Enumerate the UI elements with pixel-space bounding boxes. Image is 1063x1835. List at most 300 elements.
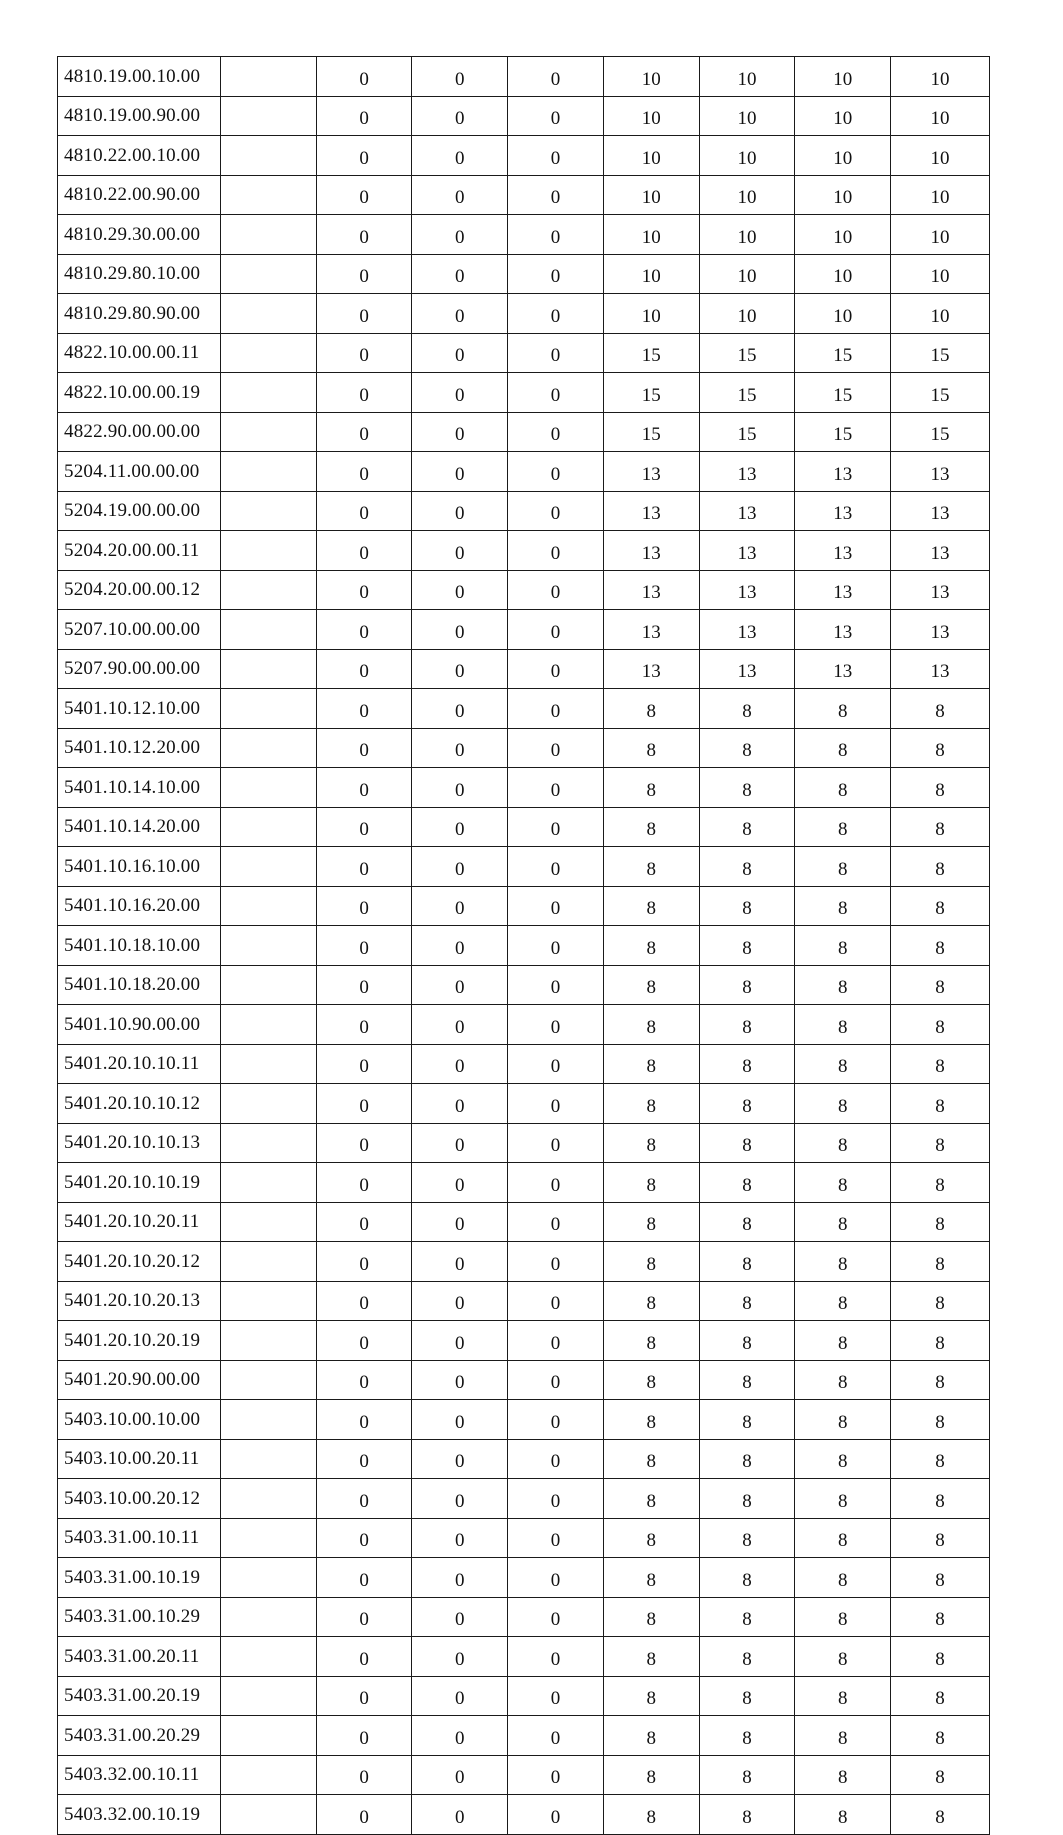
rate-cell: 8 (891, 1242, 990, 1282)
table-row (58, 1795, 990, 1835)
rate-cell: 0 (508, 1360, 604, 1400)
empty-cell (220, 1676, 316, 1716)
rate-cell: 0 (412, 1518, 508, 1558)
table-row (58, 1163, 990, 1203)
rate-cell: 0 (412, 728, 508, 768)
empty-cell (220, 1400, 316, 1440)
rate-cell: 8 (891, 728, 990, 768)
rate-cell: 8 (603, 1360, 699, 1400)
rate-cell: 0 (508, 215, 604, 255)
tariff-code-cell: 5403.10.00.10.00 (58, 1400, 221, 1440)
rate-cell: 15 (603, 412, 699, 452)
empty-cell (220, 1755, 316, 1795)
empty-cell (220, 1558, 316, 1598)
rate-cell: 0 (316, 1755, 412, 1795)
rate-cell: 8 (891, 1518, 990, 1558)
table-body (58, 57, 990, 1835)
table-row (58, 1597, 990, 1637)
tariff-code-cell: 5403.31.00.20.19 (58, 1676, 221, 1716)
tariff-code-cell: 5401.10.12.20.00 (58, 728, 221, 768)
table-row (58, 412, 990, 452)
table-row (58, 847, 990, 887)
rate-cell: 0 (316, 96, 412, 136)
rate-cell: 0 (316, 1044, 412, 1084)
rate-cell: 13 (891, 649, 990, 689)
rate-cell: 0 (412, 1281, 508, 1321)
rate-cell: 0 (316, 57, 412, 97)
rate-cell: 8 (795, 689, 891, 729)
tariff-code-cell: 5401.20.10.10.19 (58, 1163, 221, 1203)
rate-cell: 0 (316, 847, 412, 887)
tariff-code-cell: 5401.20.10.10.12 (58, 1084, 221, 1124)
rate-cell: 8 (603, 1676, 699, 1716)
rate-cell: 8 (699, 1321, 795, 1361)
table-row (58, 452, 990, 492)
rate-cell: 8 (699, 1558, 795, 1598)
rate-cell: 0 (412, 254, 508, 294)
rate-cell: 0 (316, 926, 412, 966)
empty-cell (220, 610, 316, 650)
table-row (58, 1716, 990, 1756)
rate-cell: 8 (603, 1321, 699, 1361)
rate-cell: 8 (795, 886, 891, 926)
rate-cell: 0 (508, 333, 604, 373)
rate-cell: 0 (412, 1716, 508, 1756)
rate-cell: 8 (603, 689, 699, 729)
tariff-code-cell: 5401.20.10.20.11 (58, 1202, 221, 1242)
empty-cell (220, 96, 316, 136)
table-row (58, 689, 990, 729)
rate-cell: 0 (316, 1637, 412, 1677)
table-row (58, 649, 990, 689)
table-row (58, 1558, 990, 1598)
empty-cell (220, 1439, 316, 1479)
rate-cell: 0 (316, 689, 412, 729)
tariff-code-cell: 5401.20.10.20.12 (58, 1242, 221, 1282)
table-row (58, 1321, 990, 1361)
rate-cell: 15 (891, 373, 990, 413)
rate-cell: 8 (891, 1676, 990, 1716)
rate-cell: 0 (412, 610, 508, 650)
rate-cell: 0 (508, 965, 604, 1005)
empty-cell (220, 1084, 316, 1124)
rate-cell: 0 (412, 136, 508, 176)
rate-cell: 0 (412, 491, 508, 531)
table-row (58, 1360, 990, 1400)
rate-cell: 0 (412, 807, 508, 847)
rate-cell: 0 (412, 1479, 508, 1519)
empty-cell (220, 1637, 316, 1677)
rate-cell: 13 (795, 610, 891, 650)
rate-cell: 8 (699, 1518, 795, 1558)
rate-cell: 0 (412, 294, 508, 334)
rate-cell: 0 (412, 570, 508, 610)
rate-cell: 0 (316, 1360, 412, 1400)
rate-cell: 0 (508, 136, 604, 176)
rate-cell: 10 (699, 57, 795, 97)
rate-cell: 0 (508, 96, 604, 136)
rate-cell: 0 (412, 1005, 508, 1045)
rate-cell: 15 (795, 333, 891, 373)
rate-cell: 10 (603, 254, 699, 294)
rate-cell: 8 (795, 1242, 891, 1282)
rate-cell: 8 (891, 965, 990, 1005)
tariff-code-cell: 5401.10.14.20.00 (58, 807, 221, 847)
rate-cell: 0 (412, 1755, 508, 1795)
rate-cell: 13 (603, 531, 699, 571)
table-row (58, 1202, 990, 1242)
rate-cell: 0 (412, 531, 508, 571)
rate-cell: 0 (316, 1676, 412, 1716)
rate-cell: 8 (795, 1400, 891, 1440)
rate-cell: 0 (316, 886, 412, 926)
rate-cell: 0 (316, 1400, 412, 1440)
table-row (58, 926, 990, 966)
tariff-code-cell: 4810.19.00.90.00 (58, 96, 221, 136)
rate-cell: 0 (412, 768, 508, 808)
tariff-code-cell: 4822.10.00.00.19 (58, 373, 221, 413)
rate-cell: 13 (699, 570, 795, 610)
rate-cell: 8 (699, 1005, 795, 1045)
table-row (58, 886, 990, 926)
rate-cell: 0 (508, 1637, 604, 1677)
table-row (58, 1242, 990, 1282)
tariff-code-cell: 5204.20.00.00.12 (58, 570, 221, 610)
table-row (58, 728, 990, 768)
rate-cell: 0 (508, 1716, 604, 1756)
rate-cell: 13 (603, 452, 699, 492)
rate-cell: 10 (603, 294, 699, 334)
tariff-code-cell: 4810.19.00.10.00 (58, 57, 221, 97)
rate-cell: 0 (412, 373, 508, 413)
rate-cell: 0 (412, 1242, 508, 1282)
rate-cell: 0 (316, 1281, 412, 1321)
rate-cell: 0 (412, 689, 508, 729)
rate-cell: 8 (603, 1163, 699, 1203)
rate-cell: 0 (316, 1479, 412, 1519)
empty-cell (220, 215, 316, 255)
rate-cell: 0 (508, 57, 604, 97)
rate-cell: 10 (795, 57, 891, 97)
rate-cell: 8 (603, 1400, 699, 1440)
rate-cell: 8 (603, 807, 699, 847)
rate-cell: 0 (508, 452, 604, 492)
rate-cell: 0 (316, 333, 412, 373)
rate-cell: 8 (699, 1242, 795, 1282)
rate-cell: 0 (508, 886, 604, 926)
rate-cell: 0 (412, 1637, 508, 1677)
rate-cell: 8 (795, 1084, 891, 1124)
rate-cell: 10 (795, 175, 891, 215)
rate-cell: 13 (891, 491, 990, 531)
tariff-code-cell: 5207.10.00.00.00 (58, 610, 221, 650)
empty-cell (220, 1597, 316, 1637)
rate-cell: 8 (699, 1281, 795, 1321)
rate-cell: 0 (316, 1597, 412, 1637)
rate-cell: 8 (795, 1281, 891, 1321)
rate-cell: 0 (412, 175, 508, 215)
rate-cell: 0 (508, 768, 604, 808)
rate-cell: 8 (795, 1795, 891, 1835)
empty-cell (220, 1716, 316, 1756)
empty-cell (220, 807, 316, 847)
rate-cell: 10 (795, 254, 891, 294)
rate-cell: 8 (795, 1637, 891, 1677)
empty-cell (220, 1123, 316, 1163)
tariff-code-cell: 5401.10.90.00.00 (58, 1005, 221, 1045)
table-row (58, 1439, 990, 1479)
rate-cell: 10 (699, 254, 795, 294)
empty-cell (220, 1479, 316, 1519)
rate-cell: 8 (891, 1281, 990, 1321)
rate-cell: 0 (412, 1321, 508, 1361)
rate-cell: 0 (316, 649, 412, 689)
table-row (58, 1479, 990, 1519)
rate-cell: 8 (891, 689, 990, 729)
rate-cell: 8 (699, 1163, 795, 1203)
rate-cell: 13 (891, 570, 990, 610)
rate-cell: 0 (508, 926, 604, 966)
table-row (58, 373, 990, 413)
rate-cell: 0 (508, 649, 604, 689)
rate-cell: 8 (603, 1479, 699, 1519)
rate-cell: 8 (603, 965, 699, 1005)
rate-cell: 0 (412, 1360, 508, 1400)
table-row (58, 215, 990, 255)
empty-cell (220, 768, 316, 808)
rate-cell: 0 (508, 175, 604, 215)
rate-cell: 0 (412, 1558, 508, 1598)
table-row (58, 1044, 990, 1084)
table-row (58, 136, 990, 176)
rate-cell: 0 (316, 1084, 412, 1124)
rate-cell: 0 (412, 965, 508, 1005)
rate-cell: 8 (795, 1123, 891, 1163)
empty-cell (220, 649, 316, 689)
rate-cell: 8 (795, 1518, 891, 1558)
rate-cell: 8 (699, 965, 795, 1005)
table-row (58, 965, 990, 1005)
tariff-code-cell: 4822.10.00.00.11 (58, 333, 221, 373)
rate-cell: 0 (508, 1439, 604, 1479)
rate-cell: 0 (508, 1755, 604, 1795)
rate-cell: 8 (699, 807, 795, 847)
empty-cell (220, 1321, 316, 1361)
rate-cell: 0 (316, 1518, 412, 1558)
rate-cell: 0 (508, 1676, 604, 1716)
rate-cell: 8 (699, 1795, 795, 1835)
empty-cell (220, 254, 316, 294)
rate-cell: 0 (508, 1044, 604, 1084)
rate-cell: 8 (795, 728, 891, 768)
tariff-code-cell: 5403.31.00.20.29 (58, 1716, 221, 1756)
table-row (58, 610, 990, 650)
rate-cell: 8 (795, 1676, 891, 1716)
rate-cell: 0 (508, 1163, 604, 1203)
rate-cell: 0 (412, 1439, 508, 1479)
rate-cell: 8 (603, 1518, 699, 1558)
rate-cell: 15 (699, 373, 795, 413)
rate-cell: 10 (603, 136, 699, 176)
rate-cell: 0 (508, 1202, 604, 1242)
rate-cell: 8 (603, 768, 699, 808)
empty-cell (220, 728, 316, 768)
document-page (57, 56, 990, 1835)
rate-cell: 8 (699, 886, 795, 926)
rate-cell: 0 (412, 412, 508, 452)
rate-cell: 0 (316, 1321, 412, 1361)
rate-cell: 8 (795, 1558, 891, 1598)
table-row (58, 570, 990, 610)
rate-cell: 8 (603, 1558, 699, 1598)
rate-cell: 8 (603, 886, 699, 926)
table-row (58, 57, 990, 97)
empty-cell (220, 1163, 316, 1203)
rate-cell: 0 (316, 1795, 412, 1835)
rate-cell: 10 (891, 57, 990, 97)
rate-cell: 13 (891, 452, 990, 492)
rate-cell: 0 (412, 1084, 508, 1124)
table-row (58, 294, 990, 334)
rate-cell: 0 (412, 452, 508, 492)
rate-cell: 0 (412, 1163, 508, 1203)
rate-cell: 8 (795, 1755, 891, 1795)
rate-cell: 8 (795, 1716, 891, 1756)
empty-cell (220, 136, 316, 176)
rate-cell: 8 (891, 1163, 990, 1203)
empty-cell (220, 294, 316, 334)
rate-cell: 0 (316, 373, 412, 413)
rate-cell: 8 (795, 1044, 891, 1084)
table-row (58, 1755, 990, 1795)
rate-cell: 8 (603, 1123, 699, 1163)
tariff-code-cell: 5401.10.18.20.00 (58, 965, 221, 1005)
rate-cell: 0 (508, 1558, 604, 1598)
rate-cell: 0 (508, 1400, 604, 1440)
empty-cell (220, 1795, 316, 1835)
rate-cell: 8 (699, 1123, 795, 1163)
empty-cell (220, 531, 316, 571)
tariff-code-cell: 5401.20.10.10.13 (58, 1123, 221, 1163)
table-row (58, 768, 990, 808)
empty-cell (220, 1202, 316, 1242)
rate-cell: 13 (795, 491, 891, 531)
table-row (58, 1400, 990, 1440)
rate-cell: 8 (891, 1479, 990, 1519)
rate-cell: 15 (699, 333, 795, 373)
rate-cell: 10 (603, 57, 699, 97)
empty-cell (220, 886, 316, 926)
empty-cell (220, 1005, 316, 1045)
rate-cell: 0 (316, 254, 412, 294)
rate-cell: 8 (891, 886, 990, 926)
rate-cell: 8 (795, 1360, 891, 1400)
rate-cell: 0 (316, 136, 412, 176)
empty-cell (220, 689, 316, 729)
rate-cell: 0 (316, 807, 412, 847)
rate-cell: 0 (412, 1044, 508, 1084)
rate-cell: 8 (603, 1439, 699, 1479)
rate-cell: 0 (316, 491, 412, 531)
rate-cell: 13 (795, 531, 891, 571)
tariff-code-cell: 5207.90.00.00.00 (58, 649, 221, 689)
rate-cell: 8 (699, 1637, 795, 1677)
tariff-rate-table (57, 56, 990, 1835)
rate-cell: 0 (412, 1676, 508, 1716)
rate-cell: 10 (891, 254, 990, 294)
rate-cell: 0 (508, 610, 604, 650)
tariff-code-cell: 5403.32.00.10.11 (58, 1755, 221, 1795)
tariff-code-cell: 5403.10.00.20.12 (58, 1479, 221, 1519)
rate-cell: 0 (508, 570, 604, 610)
empty-cell (220, 491, 316, 531)
rate-cell: 0 (508, 1597, 604, 1637)
rate-cell: 0 (508, 1518, 604, 1558)
empty-cell (220, 570, 316, 610)
rate-cell: 10 (795, 294, 891, 334)
rate-cell: 0 (316, 1163, 412, 1203)
rate-cell: 0 (316, 1716, 412, 1756)
rate-cell: 0 (412, 57, 508, 97)
tariff-code-cell: 5204.11.00.00.00 (58, 452, 221, 492)
tariff-code-cell: 4810.29.80.10.00 (58, 254, 221, 294)
rate-cell: 8 (699, 689, 795, 729)
table-row (58, 254, 990, 294)
rate-cell: 8 (699, 728, 795, 768)
rate-cell: 0 (508, 1479, 604, 1519)
rate-cell: 8 (891, 1716, 990, 1756)
rate-cell: 8 (699, 1439, 795, 1479)
rate-cell: 0 (508, 1005, 604, 1045)
rate-cell: 8 (795, 1439, 891, 1479)
table-row (58, 531, 990, 571)
rate-cell: 8 (891, 926, 990, 966)
rate-cell: 8 (603, 1716, 699, 1756)
tariff-code-cell: 5403.31.00.10.11 (58, 1518, 221, 1558)
rate-cell: 8 (603, 1084, 699, 1124)
rate-cell: 8 (603, 1202, 699, 1242)
rate-cell: 0 (412, 926, 508, 966)
table-row (58, 491, 990, 531)
rate-cell: 0 (412, 215, 508, 255)
rate-cell: 15 (603, 333, 699, 373)
rate-cell: 15 (891, 412, 990, 452)
tariff-code-cell: 5403.31.00.10.19 (58, 1558, 221, 1598)
table-row (58, 1676, 990, 1716)
rate-cell: 0 (508, 1795, 604, 1835)
tariff-code-cell: 5401.10.14.10.00 (58, 768, 221, 808)
rate-cell: 0 (412, 1123, 508, 1163)
table-row (58, 807, 990, 847)
tariff-code-cell: 5401.10.16.10.00 (58, 847, 221, 887)
rate-cell: 0 (508, 373, 604, 413)
empty-cell (220, 1281, 316, 1321)
rate-cell: 8 (891, 1597, 990, 1637)
empty-cell (220, 847, 316, 887)
empty-cell (220, 1360, 316, 1400)
tariff-code-cell: 4822.90.00.00.00 (58, 412, 221, 452)
rate-cell: 8 (795, 807, 891, 847)
rate-cell: 0 (508, 254, 604, 294)
rate-cell: 0 (316, 1242, 412, 1282)
rate-cell: 8 (891, 1755, 990, 1795)
rate-cell: 0 (412, 1400, 508, 1440)
rate-cell: 8 (699, 1084, 795, 1124)
rate-cell: 8 (699, 926, 795, 966)
rate-cell: 0 (316, 570, 412, 610)
rate-cell: 8 (699, 1479, 795, 1519)
rate-cell: 8 (603, 1044, 699, 1084)
